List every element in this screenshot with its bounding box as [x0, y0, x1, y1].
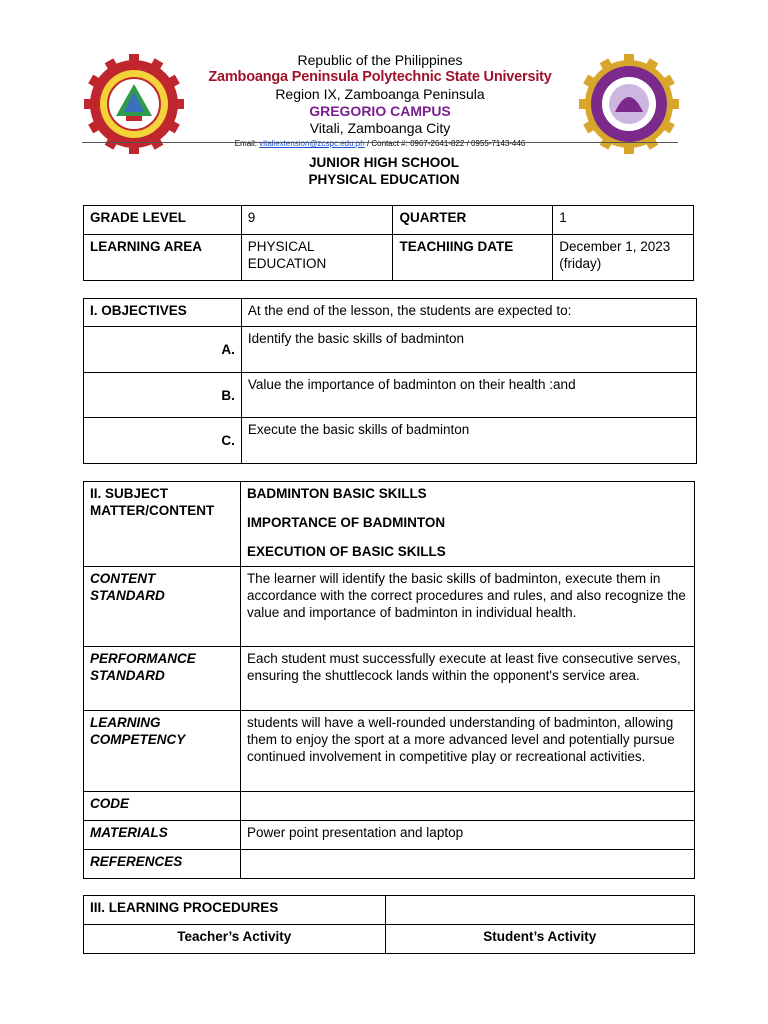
header-divider: [82, 142, 678, 143]
procedures-heading-empty: [385, 896, 694, 925]
objective-text-b: Value the importance of badminton on their health :and: [241, 373, 696, 418]
city-line: Vitali, Zamboanga City: [309, 120, 451, 136]
republic-line: Republic of the Philippines: [297, 52, 463, 68]
grade-level-value: 9: [241, 206, 393, 235]
university-seal-left: [82, 52, 186, 156]
objective-text-c: Execute the basic skills of badminton: [241, 418, 696, 464]
objectives-intro: At the end of the lesson, the students are expected to:: [241, 299, 696, 327]
objective-letter-b: B.: [84, 373, 242, 418]
topic-2: IMPORTANCE OF BADMINTON: [246, 515, 446, 530]
topic-3: EXECUTION OF BASIC SKILLS: [246, 544, 446, 559]
content-standard-text: The learner will identify the basic skills of badminton, execute them in accordance with the correct procedures and rules, and also recognize the value and importance of badminton in individual health.: [240, 567, 694, 647]
references-label: REFERENCES: [84, 850, 241, 879]
teaching-date-label: TEACHIING DATE: [393, 235, 553, 281]
objective-text-a: Identify the basic skills of badminton: [241, 327, 696, 373]
code-label: CODE: [84, 792, 241, 821]
materials-value: Power point presentation and laptop: [240, 821, 694, 850]
subject-heading: II. SUBJECT MATTER/CONTENT: [84, 482, 241, 567]
learning-area-value: PHYSICAL EDUCATION: [241, 235, 393, 281]
university-name: Zamboanga Peninsula Polytechnic State University: [208, 69, 552, 85]
objective-letter-a: A.: [84, 327, 242, 373]
quarter-value: 1: [553, 206, 694, 235]
topic-1: BADMINTON BASIC SKILLS: [246, 486, 427, 501]
email-link[interactable]: vitaliextension@zcspc.edu.ph: [259, 139, 365, 148]
campus-name: GREGORIO CAMPUS: [309, 103, 451, 119]
email-label: Email:: [234, 139, 257, 148]
letterhead: [180, 52, 580, 149]
contact-line: [180, 138, 580, 149]
quarter-label: QUARTER: [393, 206, 553, 235]
learning-area-label: LEARNING AREA: [84, 235, 242, 281]
contact-numbers: / Contact #: 0967-2641-822 / 0955-7143-446: [366, 139, 526, 148]
objectives-table: [83, 298, 697, 464]
region-line: Region IX, Zamboanga Peninsula: [275, 86, 485, 102]
learning-procedures-table: [83, 895, 695, 954]
objectives-heading: I. OBJECTIVES: [84, 299, 242, 327]
content-standard-label: CONTENT STANDARD: [84, 567, 241, 647]
campus-seal-right: [577, 52, 681, 156]
page-title-line-1: JUNIOR HIGH SCHOOL: [308, 155, 459, 170]
lesson-info-table: [83, 205, 694, 281]
learning-competency-text: students will have a well-rounded understanding of badminton, allowing them to enjoy the sport at a more advanced level and potentially pursue continued involvement in competitive play or recreational activities.: [240, 711, 694, 792]
procedures-heading: III. LEARNING PROCEDURES: [84, 896, 386, 925]
teacher-activity-header: Teacher’s Activity: [84, 925, 386, 954]
subject-topics: [240, 482, 694, 567]
subject-matter-table: [83, 481, 695, 879]
page-title-line-2: PHYSICAL EDUCATION: [308, 172, 460, 187]
objective-letter-c: C.: [84, 418, 242, 464]
code-value: [240, 792, 694, 821]
performance-standard-label: PERFORMANCE STANDARD: [84, 647, 241, 711]
materials-label: MATERIALS: [84, 821, 241, 850]
references-value: [240, 850, 694, 879]
student-activity-header: Student’s Activity: [385, 925, 694, 954]
teaching-date-value: December 1, 2023 (friday): [553, 235, 694, 281]
grade-level-label: GRADE LEVEL: [84, 206, 242, 235]
performance-standard-text: Each student must successfully execute at least five consecutive serves, ensuring the shuttlecock lands within the opponent's service area.: [240, 647, 694, 711]
learning-competency-label: LEARNING COMPETENCY: [84, 711, 241, 792]
